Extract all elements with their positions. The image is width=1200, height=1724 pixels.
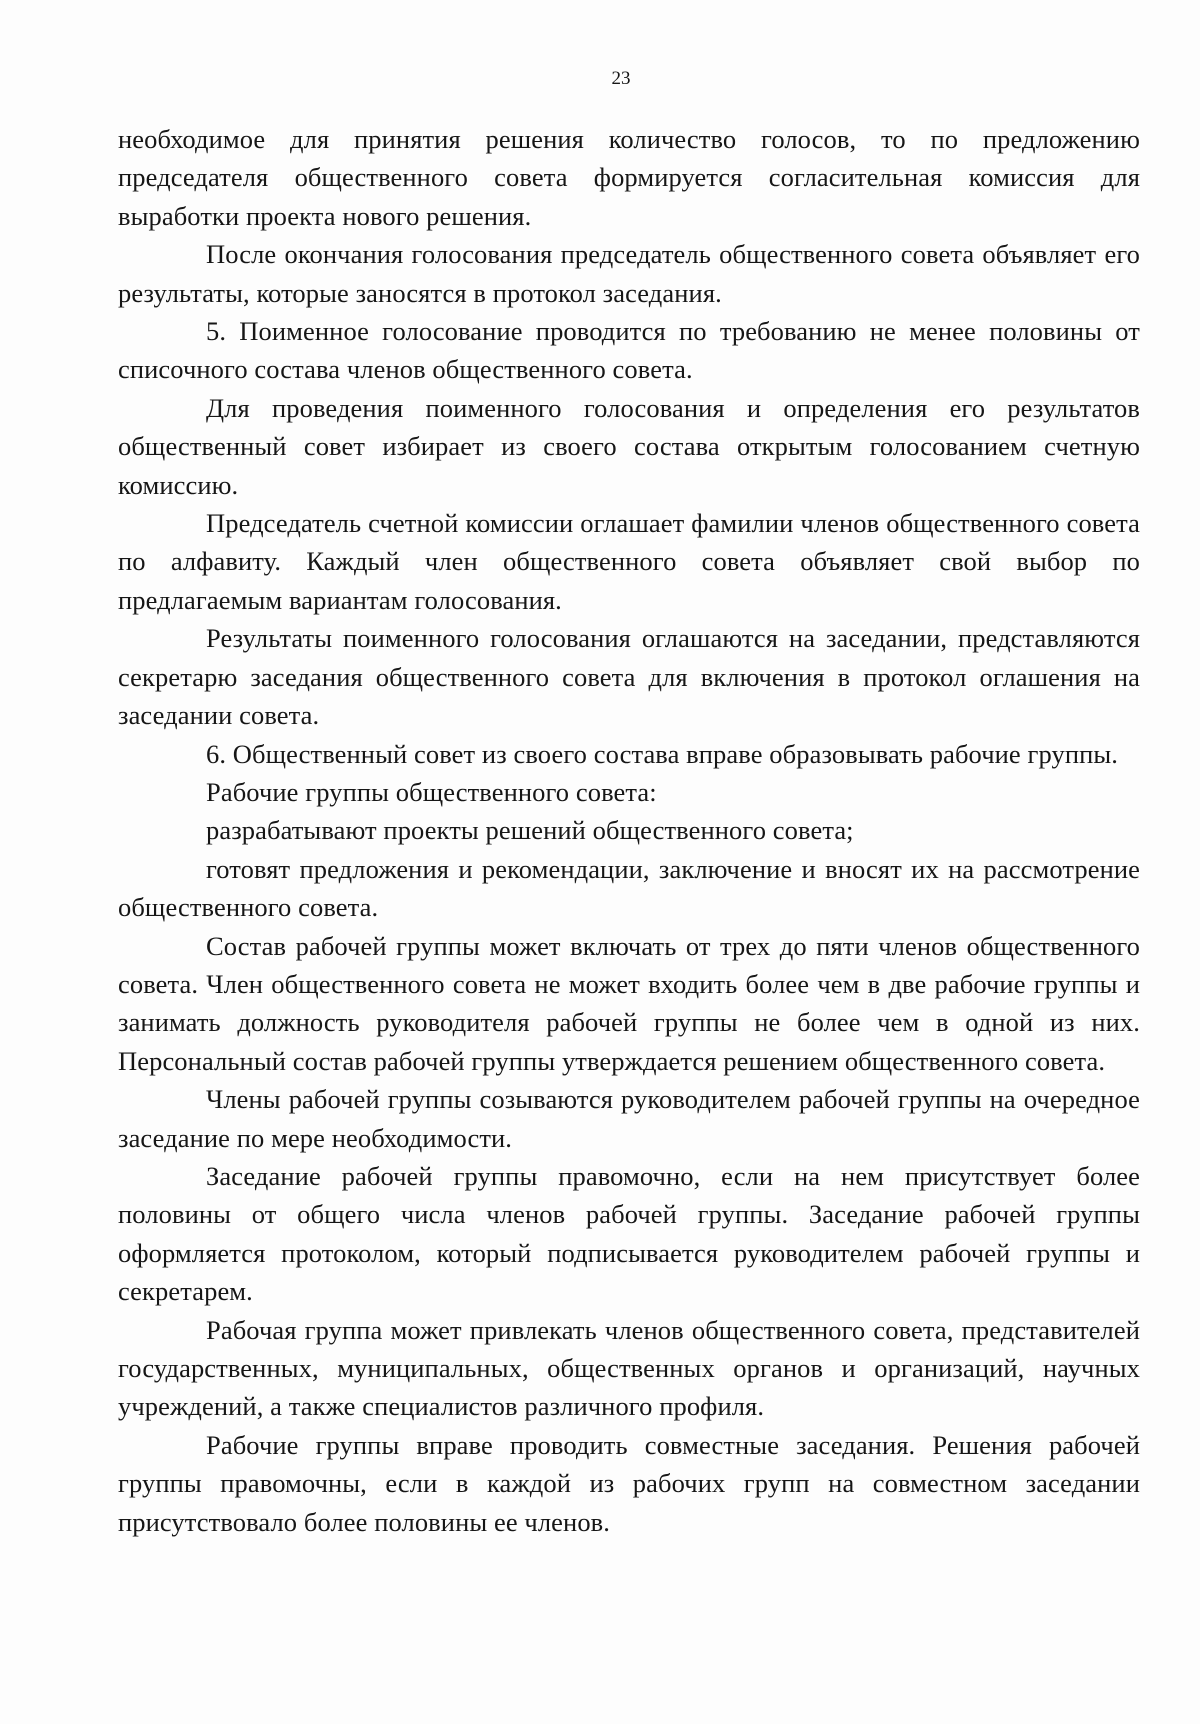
paragraph: 6. Общественный совет из своего состава вправе образовывать рабочие группы. <box>206 738 1119 769</box>
paragraph: Рабочие группы вправе проводить совместные заседания. Решения рабочей группы правомочны, если в каждой из рабочих групп на совместном заседании присутствовало более половины ее членов. <box>118 1429 1140 1537</box>
paragraph: необходимое для принятия решения количество голосов, то по предложению председателя общественного совета формируется согласительная комиссия для выработки проекта нового решения. <box>118 124 1140 231</box>
paragraph: Заседание рабочей группы правомочно, если на нем присутствует более половины от общего числа членов рабочей группы. Заседание рабочей группы оформляется протоколом, который подписывается руководителем рабочей группы и секретарем. <box>118 1160 1140 1307</box>
document-body <box>118 120 1140 1541</box>
paragraph: Результаты поименного голосования оглашаются на заседании, представляются секретарю заседания общественного совета для включения в протокол оглашения на заседании совета. <box>118 623 1140 731</box>
paragraph: Рабочие группы общественного совета: <box>206 776 657 807</box>
paragraph: готовят предложения и рекомендации, заключение и вносят их на рассмотрение общественного совета. <box>118 853 1140 923</box>
paragraph: Состав рабочей группы может включать от трех до пяти членов общественного совета. Член общественного совета не может входить более чем в две рабочие группы и занимать должность руководителя рабочей группы не более чем в одной из них. Персональный состав рабочей группы утверждается решением общественного совета. <box>118 930 1140 1076</box>
paragraph: Председатель счетной комиссии оглашает фамилии членов общественного совета по алфавиту. Каждый член общественного совета объявляет свой выбор по предлагаемым вариантам голосования. <box>118 508 1140 615</box>
paragraph: Для проведения поименного голосования и определения его результатов общественный совет избирает из своего состава открытым голосованием счетную комиссию. <box>118 392 1140 500</box>
page-number: 23 <box>611 68 631 89</box>
paragraph: разрабатывают проекты решений общественного совета; <box>206 815 854 846</box>
paragraph: 5. Поименное голосование проводится по требованию не менее половины от списочного состава членов общественного совета. <box>118 316 1140 385</box>
paragraph: После окончания голосования председатель общественного совета объявляет его результаты, которые заносятся в протокол заседания. <box>118 239 1140 308</box>
paragraph: Члены рабочей группы созываются руководителем рабочей группы на очередное заседание по мере необходимости. <box>118 1084 1140 1153</box>
paragraph: Рабочая группа может привлекать членов общественного совета, представителей государственных, муниципальных, общественных органов и организаций, научных учреждений, а также специалистов различного профиля. <box>118 1314 1140 1422</box>
